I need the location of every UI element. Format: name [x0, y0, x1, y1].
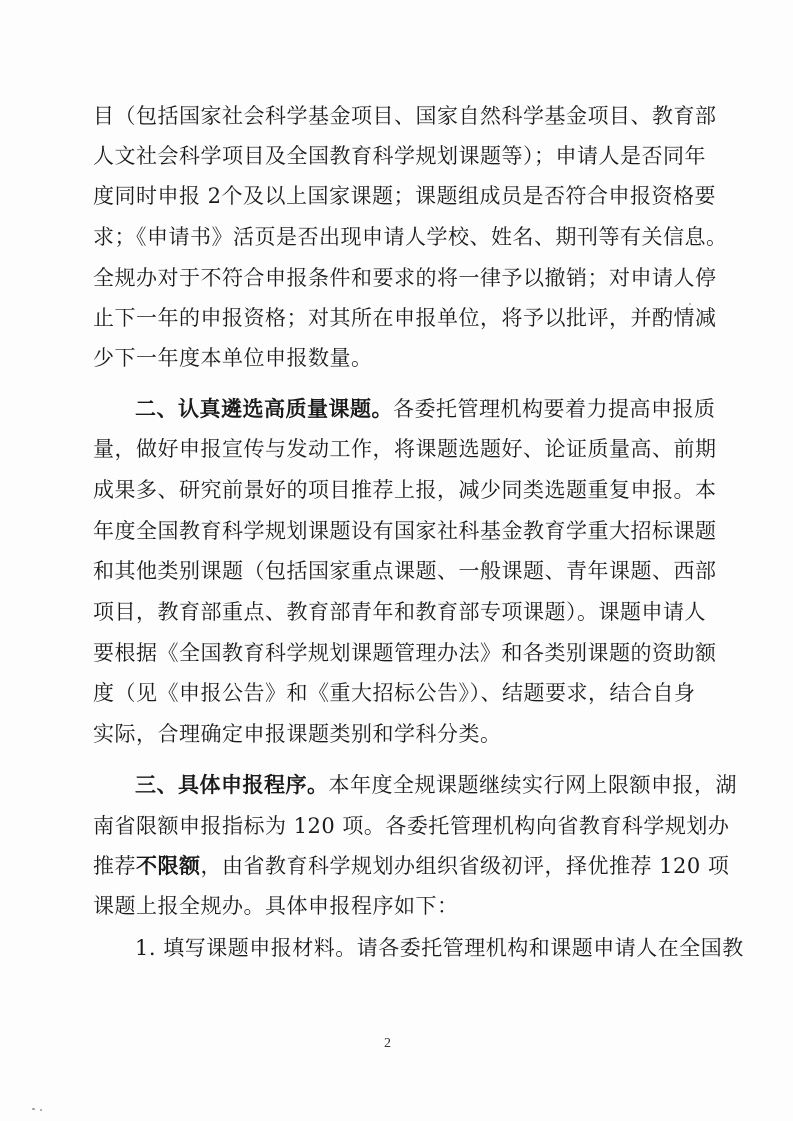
- line-text: 项目，教育部重点、教育部青年和教育部专项课题）。课题申请人: [93, 600, 706, 624]
- emphasis-text: 不限额: [136, 854, 201, 878]
- line-text: 人文社会科学项目及全国教育科学规划课题等）；申请人是否同年: [93, 144, 706, 168]
- paragraph-line: [93, 641, 717, 665]
- paragraph-line: [93, 519, 717, 543]
- line-text: 年度全国教育科学规划课题设有国家社科基金教育学重大招标课题: [93, 519, 717, 543]
- paragraph-line: [93, 722, 502, 746]
- line-text: 度同时申报 2个及以上国家课题；课题组成员是否符合申报资格要: [93, 184, 717, 208]
- paragraph-line: [93, 478, 717, 502]
- line-text: 实际，合理确定申报课题类别和学科分类。: [93, 722, 502, 746]
- line-text: 本年度全规课题继续实行网上限额申报，湖: [328, 773, 737, 797]
- section-heading: 二、认真遴选高质量课题。: [135, 397, 393, 421]
- scan-speck: [32, 1108, 35, 1110]
- paragraph-line: [93, 225, 728, 249]
- section-heading-line: [135, 773, 737, 797]
- paragraph-line: [93, 559, 717, 583]
- line-text: ，由省教育科学规划办组织省级初评，择优推荐 120 项: [200, 854, 730, 878]
- paragraph-line: [93, 104, 717, 128]
- line-text: 课题上报全规办。具体申报程序如下：: [93, 894, 459, 918]
- list-item-line: [135, 936, 744, 960]
- paragraph-line: [93, 346, 373, 370]
- line-text: 和其他类别课题（包括国家重点课题、一般课题、青年课题、西部: [93, 559, 717, 583]
- line-text: 要根据《全国教育科学规划课题管理办法》和各类别课题的资助额: [93, 641, 717, 665]
- line-text: 成果多、研究前景好的项目推荐上报，减少同类选题重复申报。本: [93, 478, 717, 502]
- paragraph-line: [93, 184, 716, 208]
- line-text: 南省限额申报指标为 120 项。各委托管理机构向省教育科学规划办: [93, 814, 730, 838]
- paragraph-line: [93, 437, 717, 461]
- line-text: 各委托管理机构要着力提高申报质: [393, 397, 716, 421]
- scan-speck: [40, 1109, 42, 1111]
- line-text: 1. 填写课题申报材料。请各委托管理机构和课题申请人在全国教: [135, 936, 744, 960]
- paragraph-line: [93, 681, 696, 705]
- paragraph-line: [93, 144, 706, 168]
- paragraph-line: [93, 306, 717, 330]
- line-text: 量，做好申报宣传与发动工作，将课题选题好、论证质量高、前期: [93, 437, 717, 461]
- line-text: 度（见《申报公告》和《重大招标公告》）、结题要求，结合自身: [93, 681, 696, 705]
- paragraph-line: [93, 814, 729, 838]
- scan-speck: [689, 303, 691, 305]
- paragraph-line: [93, 894, 459, 918]
- paragraph-line: [93, 266, 717, 290]
- page-number: 2: [384, 1036, 391, 1051]
- line-text: 止下一年的申报资格；对其所在申报单位，将予以批评，并酌情减: [93, 306, 717, 330]
- line-text: 目（包括国家社会科学基金项目、国家自然科学基金项目、教育部: [93, 104, 717, 128]
- line-text: 求；《申请书》活页是否出现申请人学校、姓名、期刊等有关信息。: [93, 225, 728, 249]
- section-heading-line: [135, 397, 716, 421]
- paragraph-line: [93, 600, 706, 624]
- section-heading: 三、具体申报程序。: [135, 773, 329, 797]
- line-text: 全规办对于不符合申报条件和要求的将一律予以撤销；对申请人停: [93, 266, 717, 290]
- paragraph-line: [93, 854, 729, 878]
- line-text: 少下一年度本单位申报数量。: [93, 346, 373, 370]
- line-text: 推荐: [93, 854, 136, 878]
